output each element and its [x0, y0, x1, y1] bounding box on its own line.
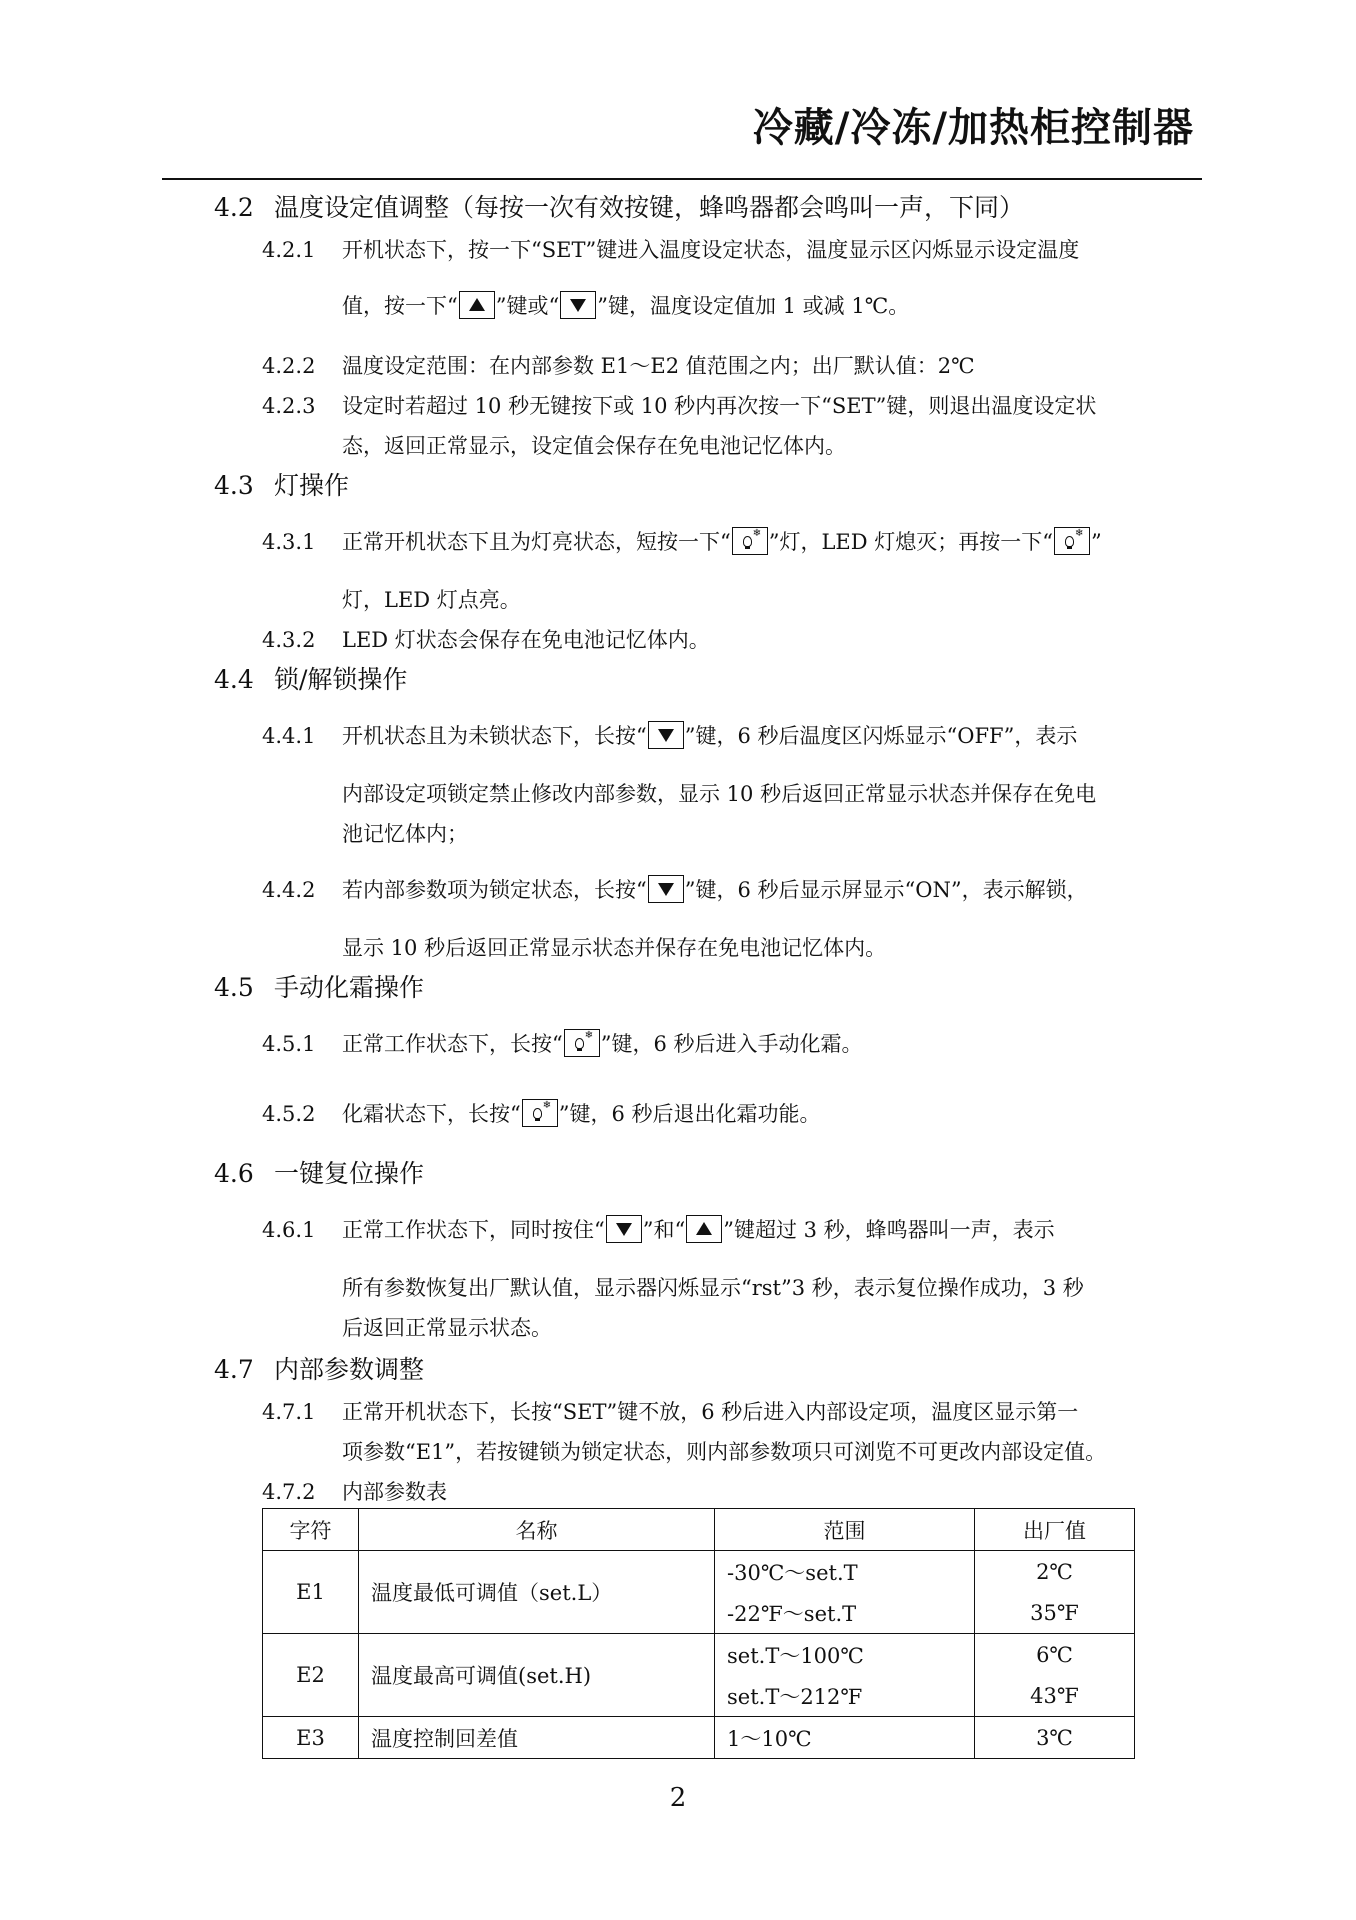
light-defrost-key-icon	[564, 1029, 600, 1057]
down-triangle-key-icon	[606, 1215, 642, 1243]
text-fragment: 开机状态且为未锁状态下，长按“	[342, 724, 647, 748]
item-4-3-2	[262, 624, 710, 654]
text-fragment: 正常工作状态下，长按“	[342, 1032, 563, 1056]
text-fragment: 正常开机状态下且为灯亮状态，短按一下“	[342, 530, 731, 554]
down-triangle-key-icon	[560, 291, 596, 319]
item-number: 4.7.2	[262, 1480, 316, 1504]
column-header: 名称	[359, 1509, 715, 1551]
item-4-2-3	[262, 390, 1096, 420]
light-defrost-key-icon	[522, 1099, 558, 1127]
item-4-5-1	[262, 1028, 863, 1060]
item-number: 4.2.3	[262, 394, 316, 418]
down-triangle-icon	[658, 729, 674, 742]
text-fragment: ”	[1091, 530, 1102, 554]
section-title: 灯操作	[274, 471, 350, 500]
up-triangle-key-icon	[686, 1215, 722, 1243]
param-default: 35℉	[975, 1592, 1135, 1634]
page-header-title: 冷藏/冷冻/加热柜控制器	[752, 105, 1194, 151]
section-number: 4.3	[214, 471, 254, 500]
bulb-icon	[533, 1108, 542, 1119]
param-code: E2	[263, 1634, 359, 1717]
section-4-5-heading	[214, 968, 424, 1004]
item-4-7-1-line2: 项参数“E1”，若按键锁为锁定状态，则内部参数项只可浏览不可更改内部设定值。	[342, 1440, 1107, 1464]
item-4-2-1-line2	[342, 290, 909, 322]
text-fragment: ”键，6 秒后显示屏显示“ON”，表示解锁，	[684, 878, 1088, 902]
item-4-4-2-line2: 显示 10 秒后返回正常显示状态并保存在免电池记忆体内。	[342, 936, 887, 960]
param-range: -30℃～set.T	[715, 1551, 975, 1593]
section-title: 锁/解锁操作	[274, 665, 408, 694]
item-4-7-2	[262, 1476, 447, 1506]
light-defrost-key-icon	[1054, 527, 1090, 555]
table-row	[263, 1551, 1135, 1593]
item-text: 内部参数表	[342, 1480, 447, 1504]
down-triangle-key-icon	[648, 721, 684, 749]
section-number: 4.2	[214, 193, 254, 222]
up-triangle-icon	[469, 298, 485, 311]
param-name: 温度最高可调值(set.H)	[359, 1634, 715, 1717]
item-4-2-2	[262, 350, 975, 380]
bulb-icon	[1065, 536, 1074, 547]
table-header-row	[263, 1509, 1135, 1551]
param-range: 1～10℃	[715, 1717, 975, 1759]
text-fragment: ”键，6 秒后温度区闪烁显示“OFF”，表示	[684, 724, 1078, 748]
item-number: 4.4.1	[262, 724, 316, 748]
text-fragment: 正常工作状态下，同时按住“	[342, 1218, 605, 1242]
text-fragment: ”键，6 秒后退出化霜功能。	[558, 1102, 821, 1126]
text-fragment: ”键超过 3 秒，蜂鸣器叫一声，表示	[723, 1218, 1055, 1242]
snowflake-icon: ❄	[1075, 527, 1084, 539]
param-name: 温度最低可调值（set.L）	[359, 1551, 715, 1634]
item-number: 4.6.1	[262, 1218, 316, 1242]
item-text: 开机状态下，按一下“SET”键进入温度设定状态，温度显示区闪烁显示设定温度	[342, 238, 1080, 262]
section-4-2-heading	[214, 188, 1024, 224]
snowflake-icon: ❄	[584, 1029, 594, 1041]
down-triangle-icon	[616, 1223, 632, 1236]
item-4-4-1-line3: 池记忆体内；	[342, 822, 468, 846]
param-range: set.T～100℃	[715, 1634, 975, 1676]
text-fragment: ”键，6 秒后进入手动化霜。	[600, 1032, 863, 1056]
item-4-4-1	[262, 720, 1077, 752]
item-text: LED 灯状态会保存在免电池记忆体内。	[342, 628, 710, 652]
item-number: 4.5.1	[262, 1032, 316, 1056]
section-number: 4.5	[214, 973, 254, 1002]
text-fragment: 值，按一下“	[342, 294, 458, 318]
text-fragment: ”和“	[642, 1218, 686, 1242]
text-fragment: ”键，温度设定值加 1 或减 1℃。	[597, 294, 910, 318]
section-4-7-heading	[214, 1350, 424, 1386]
param-range: -22℉～set.T	[715, 1592, 975, 1634]
text-fragment: ”灯，LED 灯熄灭；再按一下“	[768, 530, 1053, 554]
light-defrost-key-icon	[732, 527, 768, 555]
table-row	[263, 1717, 1135, 1759]
bulb-icon	[743, 536, 752, 547]
item-number: 4.7.1	[262, 1400, 316, 1424]
item-4-6-1-line3: 后返回正常显示状态。	[342, 1316, 552, 1340]
item-4-3-1-line2: 灯，LED 灯点亮。	[342, 588, 521, 612]
param-default: 6℃	[975, 1634, 1135, 1676]
item-text: 正常开机状态下，长按“SET”键不放，6 秒后进入内部设定项，温度区显示第一	[342, 1400, 1079, 1424]
item-4-2-3-line2: 态，返回正常显示，设定值会保存在免电池记忆体内。	[342, 434, 846, 458]
up-triangle-icon	[696, 1222, 712, 1235]
item-4-2-1	[262, 234, 1079, 264]
section-4-4-heading	[214, 660, 407, 696]
internal-parameter-table	[262, 1508, 1135, 1759]
header-rule	[162, 178, 1202, 180]
page-number: 2	[669, 1783, 687, 1813]
column-header: 范围	[715, 1509, 975, 1551]
param-code: E3	[263, 1717, 359, 1759]
down-triangle-key-icon	[648, 875, 684, 903]
section-title: 手动化霜操作	[274, 973, 425, 1002]
item-4-5-2	[262, 1098, 821, 1130]
bulb-icon	[575, 1038, 584, 1049]
item-4-6-1-line2: 所有参数恢复出厂默认值，显示器闪烁显示“rst”3 秒，表示复位操作成功，3 秒	[342, 1276, 1084, 1300]
section-title: 一键复位操作	[274, 1159, 425, 1188]
item-4-4-2	[262, 874, 1088, 906]
up-triangle-key-icon	[459, 291, 495, 319]
item-number: 4.4.2	[262, 878, 316, 902]
section-4-6-heading	[214, 1154, 424, 1190]
item-number: 4.2.2	[262, 354, 316, 378]
param-name: 温度控制回差值	[359, 1717, 715, 1759]
item-text: 温度设定范围：在内部参数 E1～E2 值范围之内；出厂默认值：2℃	[342, 354, 975, 378]
section-number: 4.4	[214, 665, 254, 694]
item-number: 4.5.2	[262, 1102, 316, 1126]
param-range: set.T～212℉	[715, 1675, 975, 1717]
table-row	[263, 1634, 1135, 1676]
param-default: 3℃	[975, 1717, 1135, 1759]
item-text: 设定时若超过 10 秒无键按下或 10 秒内再次按一下“SET”键，则退出温度设定状	[342, 394, 1097, 418]
column-header: 字符	[263, 1509, 359, 1551]
item-number: 4.3.1	[262, 530, 316, 554]
snowflake-icon: ❄	[542, 1099, 552, 1111]
param-default: 2℃	[975, 1551, 1135, 1593]
item-4-4-1-line2: 内部设定项锁定禁止修改内部参数，显示 10 秒后返回正常显示状态并保存在免电	[342, 782, 1097, 806]
item-number: 4.2.1	[262, 238, 316, 262]
section-number: 4.7	[214, 1355, 254, 1384]
column-header: 出厂值	[975, 1509, 1135, 1551]
item-4-6-1	[262, 1214, 1055, 1246]
item-4-3-1	[262, 526, 1102, 558]
section-4-3-heading	[214, 466, 349, 502]
text-fragment: ”键或“	[495, 294, 560, 318]
snowflake-icon: ❄	[752, 527, 762, 539]
down-triangle-icon	[570, 299, 586, 312]
section-number: 4.6	[214, 1159, 254, 1188]
item-4-7-1	[262, 1396, 1078, 1426]
section-title: 温度设定值调整（每按一次有效按键，蜂鸣器都会鸣叫一声，下同）	[274, 193, 1025, 222]
item-number: 4.3.2	[262, 628, 316, 652]
param-default: 43℉	[975, 1675, 1135, 1717]
param-code: E1	[263, 1551, 359, 1634]
text-fragment: 若内部参数项为锁定状态，长按“	[342, 878, 647, 902]
down-triangle-icon	[658, 883, 674, 896]
text-fragment: 化霜状态下，长按“	[342, 1102, 521, 1126]
section-title: 内部参数调整	[274, 1355, 425, 1384]
